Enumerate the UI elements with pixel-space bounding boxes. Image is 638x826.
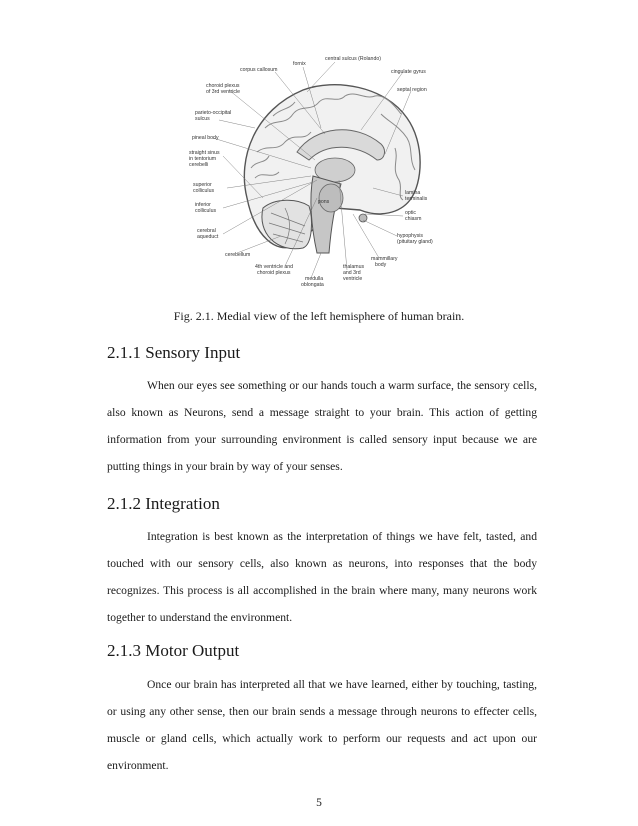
label-superior-colliculus: superior [193, 182, 212, 188]
label-hypophysis: hypophysis [397, 233, 423, 239]
label-hypophysis-line2: (pituitary gland) [397, 239, 433, 245]
label-medulla-oblongata-line2: oblongata [301, 282, 324, 288]
label-straight-sinus: straight sinus [189, 150, 220, 156]
page-number: 5 [316, 797, 322, 809]
paragraph-motor-output: Once our brain has interpreted all that we have learned, either by touching, tasting, or using any other sense, then our brain sends a message through neurons to effecter cells, muscle or gland cells, which actually work to perform our requests and act upon our environment. [107, 678, 537, 772]
label-thalamus-line3: ventricle [343, 276, 363, 282]
label-optic-chiasm: optic [405, 210, 416, 216]
heading-integration: 2.1.2 Integration [107, 494, 220, 513]
label-corpus-callosum: corpus callosum [240, 67, 278, 73]
label-mammillary-body-line2: body [375, 262, 387, 268]
label-4th-ventricle-line2: choroid plexus [257, 270, 291, 276]
label-lamina-terminalis: lamina [405, 190, 421, 196]
label-septal-region: septal region [397, 87, 427, 93]
label-pineal-body: pineal body [192, 135, 219, 141]
label-central-sulcus: central sulcus (Rolando) [325, 56, 381, 62]
heading-motor-output: 2.1.3 Motor Output [107, 641, 240, 660]
paragraph-sensory-input: When our eyes see something or our hands touch a warm surface, the sensory cells, also known as Neurons, send a message straight to your brain. This action of getting information from your surrounding environment is called sensory input because we are putting things in your brain by way of your senses. [107, 379, 537, 473]
label-inferior-colliculus-line2: colliculus [195, 208, 217, 214]
label-thalamus-line2: and 3rd [343, 270, 361, 276]
label-cerebral-aqueduct-line2: aqueduct [197, 234, 219, 240]
label-pons: pons [318, 199, 330, 205]
label-choroid-plexus-3rd: choroid plexus [206, 83, 240, 89]
label-parieto-occipital-sulcus: parieto-occipital [195, 110, 232, 116]
brain-medial-view-illustration [185, 48, 440, 296]
label-choroid-plexus-3rd-line2: of 3rd ventricle [206, 89, 241, 95]
label-cerebellum: cerebellum [225, 252, 251, 258]
label-fornix: fornix [293, 61, 306, 67]
label-cerebral-aqueduct: cerebral [197, 228, 216, 234]
label-straight-sinus-line2: in tentorium [189, 156, 217, 162]
label-superior-colliculus-line2: colliculus [193, 188, 215, 194]
label-medulla-oblongata: medulla [305, 276, 324, 282]
heading-sensory-input: 2.1.1 Sensory Input [107, 343, 241, 362]
brain-diagram-figure [185, 48, 440, 296]
figure-caption: Fig. 2.1. Medial view of the left hemisphere of human brain. [173, 309, 465, 323]
label-cingulate-gyrus: cingulate gyrus [391, 69, 426, 75]
label-straight-sinus-line3: cerebelli [189, 162, 209, 168]
label-4th-ventricle: 4th ventricle and [255, 264, 294, 270]
label-parieto-occipital-sulcus-line2: sulcus [195, 116, 210, 122]
label-mammillary-body: mammillary [371, 256, 398, 262]
paragraph-integration: Integration is best known as the interpretation of things we have felt, tasted, and touched with our sensory cells, also known as neurons, into responses that the body recognizes. This process is all accomplished in the brain where many, many neurons work together to understand the environment. [107, 530, 537, 624]
label-thalamus: thalamus [343, 264, 365, 270]
label-lamina-terminalis-line2: terminalis [405, 196, 428, 202]
label-optic-chiasm-line2: chiasm [405, 216, 422, 222]
label-inferior-colliculus: inferior [195, 202, 211, 208]
